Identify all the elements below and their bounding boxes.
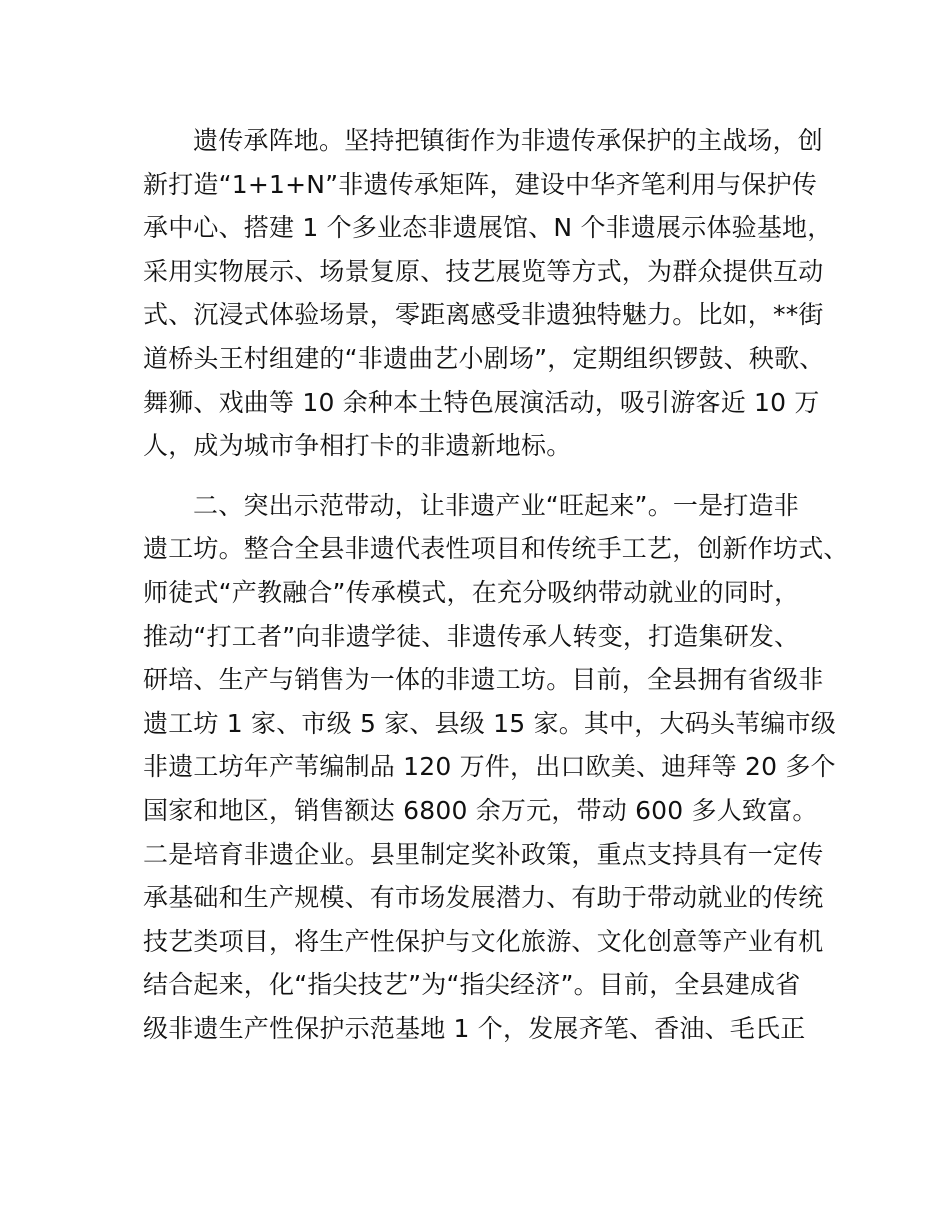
paragraph-2 <box>143 484 849 1051</box>
paragraph-line: 式、沉浸式体验场景，零距离感受非遗独特魅力。比如，**街 <box>143 300 824 330</box>
paragraph-line: 舞狮、戏曲等 10 余种本土特色展演活动，吸引游客近 10 万 <box>143 387 820 417</box>
paragraph-line: 采用实物展示、场景复原、技艺展览等方式，为群众提供互动 <box>143 256 824 286</box>
paragraph-1 <box>143 119 833 468</box>
paragraph-line: 道桥头王村组建的“非遗曲艺小剧场”，定期组织锣鼓、秧歌、 <box>143 343 825 373</box>
paragraph-line: 遗传承阵地。坚持把镇街作为非遗传承保护的主战场，创 <box>193 126 824 155</box>
paragraph-line: 非遗工坊年产苇编制品 120 万件，出口欧美、迪拜等 20 多个 <box>143 752 836 782</box>
paragraph-line: 二、突出示范带动，让非遗产业“旺起来”。一是打造非 <box>193 490 799 520</box>
paragraph-line: 国家和地区，销售额达 6800 余万元，带动 600 多人致富。 <box>143 795 818 825</box>
paragraph-line: 技艺类项目，将生产性保护与文化旅游、文化创意等产业有机 <box>143 926 824 956</box>
paragraph-line: 遗工坊。整合全县非遗代表性项目和传统手工艺，创新作坊式、 <box>143 534 849 564</box>
paragraph-line: 二是培育非遗企业。县里制定奖补政策，重点支持具有一定传 <box>143 839 824 869</box>
paragraph-line: 推动“打工者”向非遗学徒、非遗传承人转变，打造集研发、 <box>143 621 800 651</box>
document-body <box>143 119 849 1050</box>
paragraph-line: 新打造“1+1+N”非遗传承矩阵，建设中华齐笔利用与保护传 <box>143 169 818 199</box>
paragraph-line: 结合起来，化“指尖技艺”为“指尖经济”。目前，全县建成省 <box>143 970 801 1000</box>
paragraph-line: 承基础和生产规模、有市场发展潜力、有助于带动就业的传统 <box>143 883 824 913</box>
paragraph-line: 级非遗生产性保护示范基地 1 个，发展齐笔、香油、毛氏正 <box>143 1013 806 1043</box>
paragraph-line: 师徒式“产教融合”传承模式，在充分吸纳带动就业的同时， <box>143 577 800 607</box>
paragraph-line: 承中心、搭建 1 个多业态非遗展馆、N 个非遗展示体验基地， <box>143 213 833 243</box>
paragraph-line: 遗工坊 1 家、市级 5 家、县级 15 家。其中，大码头苇编市级 <box>143 708 836 738</box>
paragraph-line: 人，成为城市争相打卡的非遗新地标。 <box>143 431 572 461</box>
paragraph-spacing <box>143 468 823 484</box>
paragraph-line: 研培、生产与销售为一体的非遗工坊。目前，全县拥有省级非 <box>143 665 824 695</box>
